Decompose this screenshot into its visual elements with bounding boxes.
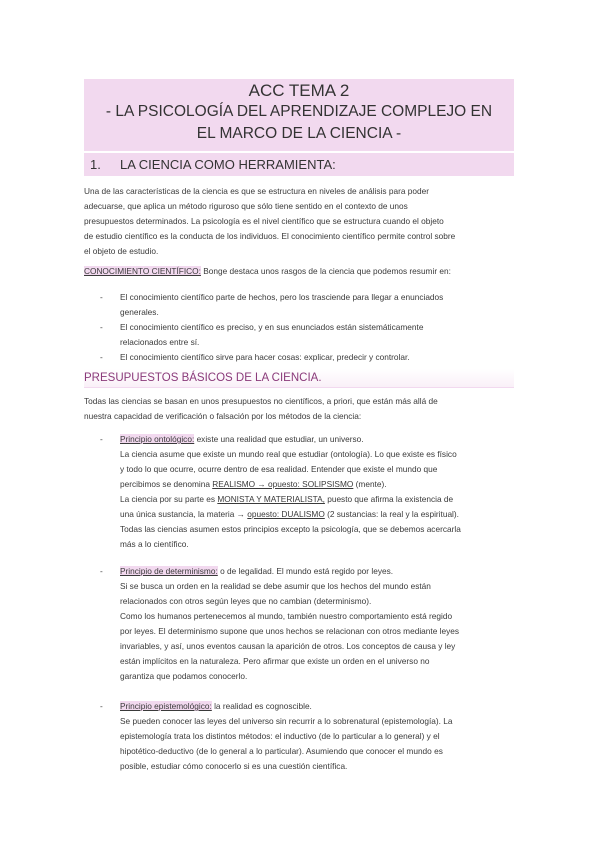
title-box bbox=[84, 79, 514, 151]
principio-line: están implícitos en la naturaleza. Pero afirmar que existe un orden en el universo no bbox=[120, 656, 430, 666]
dualismo-term: opuesto: DUALISMO bbox=[247, 509, 325, 519]
presupuestos-line: Todas las ciencias se basan en unos presupuestos no científicos, a priori, que están más allá de bbox=[84, 396, 438, 406]
principio-summary: o de legalidad. El mundo está regido por leyes. bbox=[217, 566, 394, 576]
bullet-dash: - bbox=[100, 566, 103, 576]
monista-term: MONISTA Y MATERIALISTA, bbox=[217, 494, 325, 504]
bullet-dash: - bbox=[100, 434, 103, 444]
realismo-term: REALISMO → opuesto: SOLIPSISMO bbox=[212, 479, 354, 489]
principio-line: Todas las ciencias asumen estos principios excepto la psicología, que se debemos acercarla bbox=[120, 524, 461, 534]
intro-line: el objeto de estudio. bbox=[84, 246, 159, 256]
title-line-3: EL MARCO DE LA CIENCIA - bbox=[196, 125, 402, 142]
principio-line: (2 sustancias: la real y la espiritual). bbox=[324, 509, 459, 519]
principio-name: Principio de determinismo: bbox=[120, 566, 218, 576]
list-item bbox=[100, 320, 516, 350]
bullet-line: El conocimiento científico parte de hechos, pero los trasciende para llegar a enunciados bbox=[120, 292, 444, 302]
list-item bbox=[100, 350, 516, 365]
intro-line: de estudio científico es la conducta de los individuos. El conocimiento científico permite control sobre bbox=[84, 231, 456, 241]
bullet-dash: - bbox=[100, 352, 103, 362]
principio-line: una única sustancia, la materia → bbox=[120, 509, 248, 519]
section-number: 1. bbox=[90, 157, 101, 172]
presupuestos-heading: PRESUPUESTOS BÁSICOS DE LA CIENCIA. bbox=[84, 369, 514, 388]
presupuestos-paragraph bbox=[84, 394, 514, 424]
principio-line: (mente). bbox=[353, 479, 387, 489]
principio-line: Como los humanos pertenecemos al mundo, también nuestro comportamiento está regido bbox=[120, 611, 453, 621]
principio-line: percibimos se denomina bbox=[120, 479, 213, 489]
intro-paragraph bbox=[84, 184, 514, 259]
principio-line: Se pueden conocer las leyes del universo sin recurrir a lo sobrenatural (epistemología). La bbox=[120, 716, 453, 726]
bullet-line: El conocimiento científico sirve para hacer cosas: explicar, predecir y controlar. bbox=[120, 352, 410, 362]
presupuestos-line: nuestra capacidad de verificación o falsación por los métodos de la ciencia: bbox=[84, 411, 362, 421]
principio-line: La ciencia asume que existe un mundo real que estudiar (ontología). Lo que existe es físico bbox=[120, 449, 457, 459]
bullet-dash: - bbox=[100, 322, 103, 332]
bullet-line: generales. bbox=[120, 307, 159, 317]
conocimiento-paragraph bbox=[84, 264, 514, 279]
principio-line: La ciencia por su parte es bbox=[120, 494, 218, 504]
intro-line: adecuarse, que aplica un método riguroso que sólo tiene sentido en el contexto de unos bbox=[84, 201, 408, 211]
principio-line: epistemología trata los distintos métodos: el inductivo (de lo particular a lo general) y el bbox=[120, 731, 440, 741]
intro-line: presupuestos determinados. La psicología es el nivel científico que se estructura cuando el objeto bbox=[84, 216, 444, 226]
list-item bbox=[100, 290, 516, 320]
principio-line: relacionados con otros según leyes que no cambian (determinismo). bbox=[120, 596, 372, 606]
bullet-dash: - bbox=[100, 292, 103, 302]
conocimiento-label: CONOCIMIENTO CIENTÍFICO: bbox=[84, 266, 201, 276]
principio-summary: existe una realidad que estudiar, un universo. bbox=[194, 434, 364, 444]
conocimiento-text: Bonge destaca unos rasgos de la ciencia que podemos resumir en: bbox=[200, 266, 451, 276]
bullet-line: El conocimiento científico es preciso, y en sus enunciados están sistemáticamente bbox=[120, 322, 424, 332]
bullet-line: relacionados entre sí. bbox=[120, 337, 200, 347]
title-line-1: ACC TEMA 2 bbox=[248, 81, 350, 100]
principio-line: por leyes. El determinismo supone que unos hechos se relacionan con otros mediante leyes bbox=[120, 626, 459, 636]
principio-line: invariables, y así, unos eventos causan la aparición de otros. Los conceptos de causa y ley bbox=[120, 641, 456, 651]
principio-line: garantiza que podamos conocerlo. bbox=[120, 671, 248, 681]
principio-line: Si se busca un orden en la realidad se debe asumir que los hechos del mundo están bbox=[120, 581, 431, 591]
bullet-dash: - bbox=[100, 701, 103, 711]
principio-line: puesto que afirma la existencia de bbox=[324, 494, 454, 504]
principio-name: Principio epistemológico: bbox=[120, 701, 212, 711]
rasgos-list bbox=[100, 290, 516, 365]
principio-line: hipotético-deductivo (de lo general a lo particular). Asumiendo que conocer el mundo es bbox=[120, 746, 443, 756]
title-line-2: - LA PSICOLOGÍA DEL APRENDIZAJE COMPLEJO EN bbox=[105, 103, 493, 120]
principio-line: posible, estudiar cómo conocerlo si es una cuestión científica. bbox=[120, 761, 348, 771]
section-heading bbox=[84, 153, 514, 176]
principio-name: Principio ontológico: bbox=[120, 434, 195, 444]
intro-line: Una de las características de la ciencia es que se estructura en niveles de análisis para poder bbox=[84, 186, 429, 196]
principio-summary: la realidad es cognoscible. bbox=[211, 701, 312, 711]
principio-line: y todo lo que ocurre, ocurre dentro de esa realidad. Entender que existe el mundo que bbox=[120, 464, 438, 474]
section-label: LA CIENCIA COMO HERRAMIENTA: bbox=[120, 157, 336, 172]
principio-line: más a lo científico. bbox=[120, 539, 189, 549]
